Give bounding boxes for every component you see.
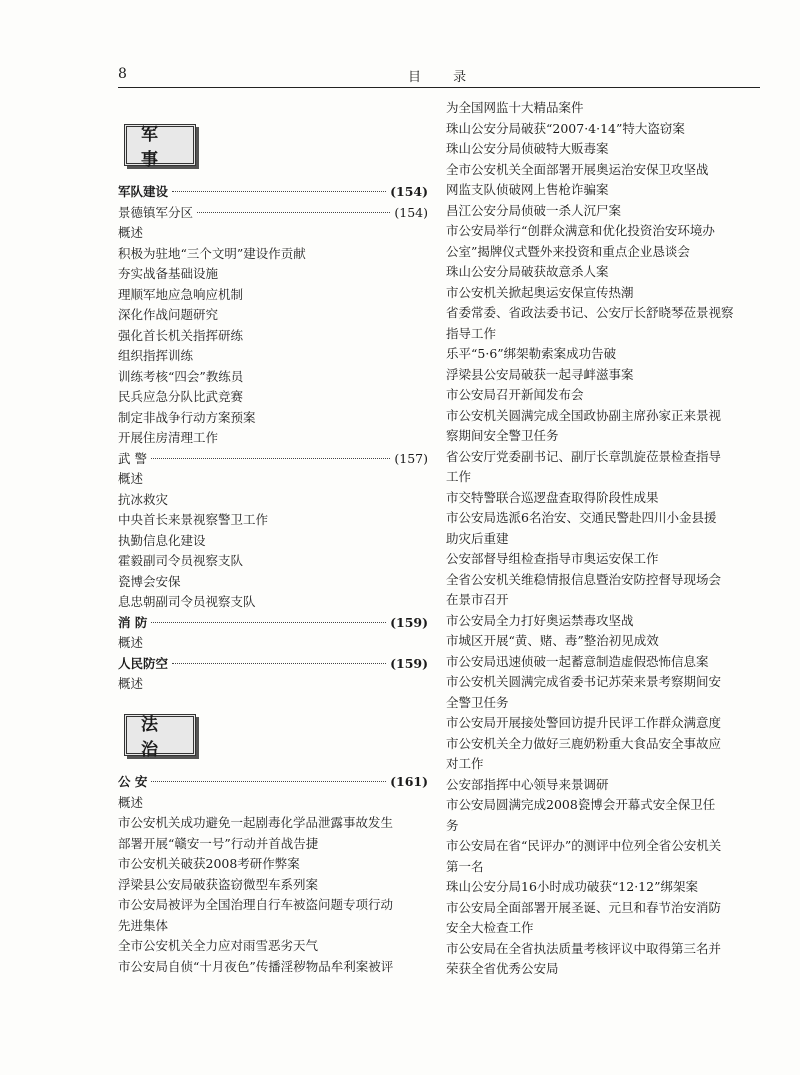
toc-subitem[interactable]: 浮梁县公安局破获盗窃微型车系列案 bbox=[118, 876, 319, 892]
toc-entry[interactable] bbox=[118, 182, 428, 203]
toc-page-number: (154) bbox=[390, 184, 428, 199]
toc-subitem[interactable]: 概述 bbox=[118, 676, 144, 691]
toc-subitem[interactable]: 概述 bbox=[118, 471, 144, 486]
toc-subitem[interactable]: 对工作 bbox=[446, 756, 484, 771]
toc-entry[interactable] bbox=[118, 449, 428, 470]
toc-subitem[interactable]: 全市公安机关全力应对雨雪恶劣天气 bbox=[118, 938, 319, 953]
toc-subitem[interactable]: 训练考核“四会”教练员 bbox=[118, 368, 244, 384]
toc-subitem[interactable]: 积极为驻地“三个文明”建设作贡献 bbox=[118, 245, 306, 261]
toc-subitem[interactable]: 瓷博会安保 bbox=[118, 573, 181, 589]
toc-entry[interactable] bbox=[118, 613, 428, 634]
toc-subitem[interactable]: 市公安局迅速侦破一起蓄意制造虚假恐怖信息案 bbox=[446, 653, 709, 669]
toc-subitem[interactable]: 市公安局被评为全国治理自行车被盗问题专项行动 bbox=[118, 897, 394, 912]
toc-subitem[interactable]: 指导工作 bbox=[446, 325, 497, 341]
toc-subitem[interactable]: 助灾后重建 bbox=[446, 530, 509, 546]
toc-subitem[interactable]: 息忠朝副司令员视察支队 bbox=[118, 594, 256, 609]
toc-subitem[interactable]: 组织指挥训练 bbox=[118, 348, 194, 363]
toc-entry-title: 武 警 bbox=[118, 450, 147, 466]
toc-subitem[interactable]: 公室”揭牌仪式暨外来投资和重点企业恳谈会 bbox=[446, 243, 690, 259]
toc-subitem[interactable]: 珠山公安分局16小时成功破获“12·12”绑架案 bbox=[446, 879, 698, 894]
dot-leader bbox=[151, 458, 390, 459]
toc-entry[interactable] bbox=[118, 654, 428, 675]
section-heading-text: 法 治 bbox=[141, 715, 174, 760]
toc-subitem[interactable]: 市公安机关成功避免一起剧毒化学品泄露事故发生 bbox=[118, 815, 394, 830]
dot-leader bbox=[151, 622, 386, 623]
toc-subitem[interactable]: 为全国网监十大精品案件 bbox=[446, 100, 584, 115]
toc-subitem[interactable]: 强化首长机关指挥研练 bbox=[118, 327, 244, 343]
toc-subitem[interactable]: 珠山公安分局破获“2007·4·14”特大盗窃案 bbox=[446, 120, 685, 136]
toc-subitem[interactable]: 浮梁县公安局破获一起寻衅滋事案 bbox=[446, 366, 634, 382]
toc-entry-title: 军队建设 bbox=[118, 184, 169, 199]
toc-subitem[interactable]: 省公安厅党委副书记、副厅长章凯旋莅景检查指导 bbox=[446, 448, 722, 464]
header-title: 目 录 bbox=[408, 70, 481, 85]
toc-subitem[interactable]: 市公安局在全省执法质量考核评议中取得第三名并 bbox=[446, 940, 722, 956]
toc-subitem[interactable]: 中央首长来景视察警卫工作 bbox=[118, 512, 269, 527]
toc-subitem[interactable]: 珠山公安分局破获故意杀人案 bbox=[446, 264, 609, 279]
toc-subitem[interactable]: 市公安局全面部署开展圣诞、元旦和春节治安消防 bbox=[446, 899, 722, 915]
toc-subitem[interactable]: 全省公安机关维稳情报信息暨治安防控督导现场会 bbox=[446, 571, 722, 587]
toc-left-column-law bbox=[118, 772, 428, 977]
toc-subitem[interactable]: 市公安局举行“创群众满意和优化投资治安环境办 bbox=[446, 223, 715, 238]
toc-subitem[interactable]: 公安部指挥中心领导来景调研 bbox=[446, 776, 609, 792]
toc-page-number: (154) bbox=[394, 204, 428, 220]
toc-subitem[interactable]: 概述 bbox=[118, 635, 144, 650]
toc-page-number: (161) bbox=[390, 774, 428, 789]
toc-subitem[interactable]: 在景市召开 bbox=[446, 592, 509, 607]
toc-subitem[interactable]: 市公安机关圆满完成省委书记苏荣来景考察期间安 bbox=[446, 674, 722, 689]
toc-subitem[interactable]: 夯实战备基础设施 bbox=[118, 266, 219, 281]
dot-leader bbox=[151, 781, 386, 782]
toc-subitem[interactable]: 概述 bbox=[118, 225, 144, 240]
page-header bbox=[118, 66, 758, 86]
toc-subitem[interactable]: 开展住房清理工作 bbox=[118, 430, 219, 445]
toc-subitem[interactable]: 市城区开展“黄、赌、毒”整治初见成效 bbox=[446, 633, 659, 648]
toc-subitem[interactable]: 先进集体 bbox=[118, 917, 169, 933]
toc-subitem[interactable]: 深化作战问题研究 bbox=[118, 307, 219, 322]
toc-subitem[interactable]: 市公安局圆满完成2008瓷博会开幕式安全保卫任 bbox=[446, 797, 716, 812]
toc-right-column bbox=[446, 98, 764, 980]
toc-subitem[interactable]: 概述 bbox=[118, 794, 144, 810]
toc-subitem[interactable]: 市公安局选派6名治安、交通民警赴四川小金县援 bbox=[446, 510, 717, 525]
toc-entry[interactable] bbox=[118, 203, 428, 224]
page-number: 8 bbox=[118, 66, 127, 82]
toc-subitem[interactable]: 霍毅副司令员视察支队 bbox=[118, 553, 244, 568]
toc-subitem[interactable]: 理顺军地应急响应机制 bbox=[118, 286, 244, 302]
toc-subitem[interactable]: 执勤信息化建设 bbox=[118, 532, 206, 548]
toc-subitem[interactable]: 市公安机关全力做好三鹿奶粉重大食品安全事故应 bbox=[446, 735, 722, 751]
toc-subitem[interactable]: 市公安机关圆满完成全国政协副主席孙家正来景视 bbox=[446, 407, 722, 423]
toc-subitem[interactable]: 全市公安机关全面部署开展奥运治安保卫攻坚战 bbox=[446, 161, 709, 177]
toc-subitem[interactable]: 民兵应急分队比武竞赛 bbox=[118, 389, 244, 404]
toc-subitem[interactable]: 全警卫任务 bbox=[446, 694, 509, 710]
header-rule bbox=[118, 87, 760, 88]
toc-subitem[interactable]: 市公安机关破获2008考研作弊案 bbox=[118, 856, 300, 871]
toc-entry-title: 公 安 bbox=[118, 774, 148, 789]
toc-subitem[interactable]: 网监支队侦破网上售枪诈骗案 bbox=[446, 182, 609, 197]
toc-subitem[interactable]: 工作 bbox=[446, 469, 472, 484]
section-heading-law bbox=[124, 714, 196, 760]
toc-page-number: (157) bbox=[394, 450, 428, 466]
toc-entry[interactable] bbox=[118, 772, 428, 793]
dot-leader bbox=[172, 191, 386, 192]
toc-subitem[interactable]: 荣获全省优秀公安局 bbox=[446, 961, 559, 976]
toc-subitem[interactable]: 公安部督导组检查指导市奥运安保工作 bbox=[446, 551, 659, 566]
toc-page-number: (159) bbox=[390, 655, 428, 671]
toc-entry-title: 景德镇军分区 bbox=[118, 204, 194, 220]
toc-subitem[interactable]: 市公安局开展接处警回访提升民评工作群众满意度 bbox=[446, 715, 722, 730]
dot-leader bbox=[197, 212, 390, 213]
toc-subitem[interactable]: 安全大检查工作 bbox=[446, 920, 534, 935]
toc-left-column-military bbox=[118, 182, 428, 695]
section-heading-military bbox=[124, 124, 196, 170]
toc-page-number: (159) bbox=[390, 614, 428, 630]
toc-subitem[interactable]: 市公安局自侦“十月夜色”传播淫秽物品牟利案被评 bbox=[118, 958, 394, 974]
toc-subitem[interactable]: 市公安局召开新闻发布会 bbox=[446, 387, 584, 402]
toc-subitem[interactable]: 第一名 bbox=[446, 858, 484, 874]
toc-subitem[interactable]: 市交特警联合巡逻盘查取得阶段性成果 bbox=[446, 489, 659, 505]
toc-entry-title: 消 防 bbox=[118, 614, 148, 630]
toc-subitem[interactable]: 市公安机关掀起奥运安保宣传热潮 bbox=[446, 284, 634, 300]
toc-subitem[interactable]: 珠山公安分局侦破特大贩毒案 bbox=[446, 141, 609, 156]
toc-subitem[interactable]: 乐平“5·6”绑架勒索案成功告破 bbox=[446, 346, 617, 361]
section-heading-text: 军 事 bbox=[141, 125, 174, 170]
toc-subitem[interactable]: 昌江公安分局侦破一杀人沉尸案 bbox=[446, 202, 622, 218]
toc-subitem[interactable]: 抗冰救灾 bbox=[118, 491, 169, 507]
toc-entry-title: 人民防空 bbox=[118, 655, 169, 671]
toc-subitem[interactable]: 察期间安全警卫任务 bbox=[446, 428, 559, 443]
toc-subitem[interactable]: 部署开展“赣安一号”行动并首战告捷 bbox=[118, 835, 319, 851]
toc-subitem[interactable]: 省委常委、省政法委书记、公安厅长舒晓琴莅景视察 bbox=[446, 305, 734, 320]
toc-subitem[interactable]: 市公安局在省“民评办”的测评中位列全省公安机关 bbox=[446, 838, 722, 853]
dot-leader bbox=[172, 663, 386, 664]
toc-subitem[interactable]: 制定非战争行动方案预案 bbox=[118, 409, 256, 425]
toc-subitem[interactable]: 市公安局全力打好奥运禁毒攻坚战 bbox=[446, 612, 634, 628]
toc-subitem[interactable]: 务 bbox=[446, 817, 459, 833]
